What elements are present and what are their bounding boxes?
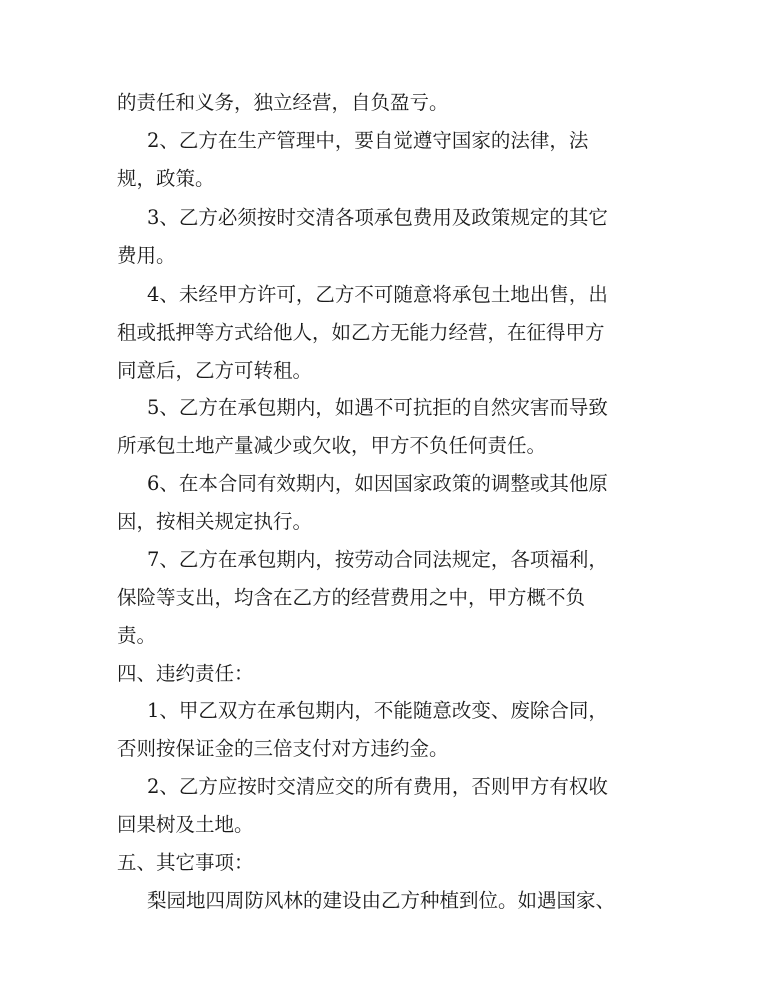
- clause-3-line-2: 费用。: [117, 244, 176, 267]
- clause-6-line-2: 因，按相关规定执行。: [117, 510, 313, 533]
- clause-5-line-2: 所承包土地产量减少或欠收，甲方不负任何责任。: [117, 434, 547, 457]
- clause-4-line-1: 4、未经甲方许可，乙方不可随意将承包土地出售，出: [147, 283, 608, 306]
- clause-2-line-2: 规，政策。: [117, 167, 215, 190]
- clause-3-line-1: 3、乙方必须按时交清各项承包费用及政策规定的其它: [147, 206, 608, 229]
- clause-7-line-2: 保险等支出，均含在乙方的经营费用之中，甲方概不负: [117, 586, 586, 609]
- breach-clause-2-line-1: 2、乙方应按时交清应交的所有费用，否则甲方有权收: [147, 775, 608, 798]
- clause-4-line-3: 同意后，乙方可转租。: [117, 359, 313, 382]
- section-5-heading: 五、其它事项：: [117, 851, 254, 874]
- breach-clause-2-line-2: 回果树及土地。: [117, 813, 254, 836]
- clause-4-line-2: 租或抵押等方式给他人，如乙方无能力经营，在征得甲方: [117, 321, 605, 344]
- paragraph-line: 的责任和义务，独立经营，自负盈亏。: [117, 91, 449, 114]
- clause-7-line-3: 责。: [117, 624, 157, 647]
- clause-5-line-1: 5、乙方在承包期内，如遇不可抗拒的自然灾害而导致: [147, 396, 608, 419]
- other-matters-line-1: 梨园地四周防风林的建设由乙方种植到位。如遇国家、: [147, 889, 616, 912]
- breach-clause-1-line-2: 否则按保证金的三倍支付对方违约金。: [117, 737, 449, 760]
- clause-6-line-1: 6、在本合同有效期内，如因国家政策的调整或其他原: [147, 472, 608, 495]
- breach-clause-1-line-1: 1、甲乙双方在承包期内，不能随意改变、废除合同，: [147, 699, 608, 722]
- section-4-heading: 四、违约责任：: [117, 662, 254, 685]
- clause-7-line-1: 7、乙方在承包期内，按劳动合同法规定，各项福利，: [147, 548, 608, 571]
- clause-2-line-1: 2、乙方在生产管理中，要自觉遵守国家的法律，法: [147, 129, 589, 152]
